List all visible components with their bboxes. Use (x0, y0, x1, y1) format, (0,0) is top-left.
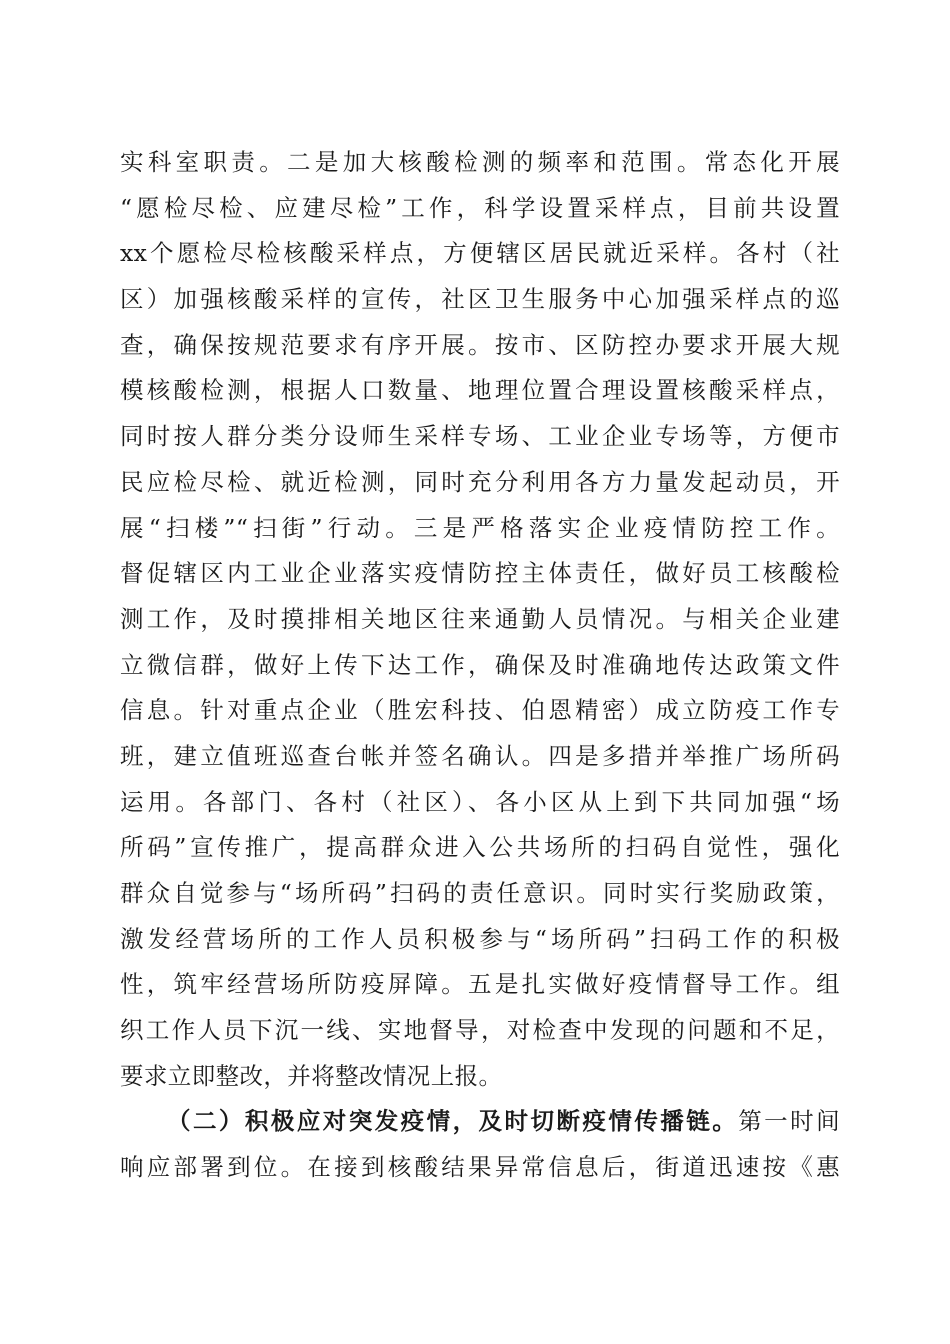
paragraph-line: 实科室职责。二是加大核酸检测的频率和范围。常态化开展 (120, 148, 840, 176)
paragraph-line-rest: 第一时间 (738, 1107, 840, 1136)
section-heading-line (120, 1099, 840, 1145)
paragraph-line: 测工作，及时摸排相关地区往来通勤人员情况。与相关企业建 (120, 604, 840, 633)
document-body (120, 140, 840, 1191)
paragraph-line: 群众自觉参与“场所码”扫码的责任意识。同时实行奖励政策， (120, 879, 840, 907)
paragraph-line: 区）加强核酸采样的宣传，社区卫生服务中心加强采样点的巡 (120, 285, 840, 314)
paragraph-line: 要求立即整改，并将整改情况上报。 (120, 1061, 503, 1090)
paragraph-line: 模核酸检测，根据人口数量、地理位置合理设置核酸采样点， (120, 376, 840, 405)
paragraph-line: xx个愿检尽检核酸采样点，方便辖区居民就近采样。各村（社 (120, 239, 840, 268)
paragraph-line: 查，确保按规范要求有序开展。按市、区防控办要求开展大规 (120, 330, 840, 359)
paragraph-line: 激发经营场所的工作人员积极参与“场所码”扫码工作的积极 (120, 924, 840, 953)
paragraph-2 (120, 1099, 840, 1190)
paragraph-line: 织工作人员下沉一线、实地督导，对检查中发现的问题和不足， (120, 1016, 840, 1045)
paragraph-line: 运用。各部门、各村（社区）、各小区从上到下共同加强“场 (120, 787, 840, 816)
section-heading: （二）积极应对突发疫情，及时切断疫情传播链。 (167, 1107, 739, 1136)
paragraph-line: “愿检尽检、应建尽检”工作，科学设置采样点，目前共设置 (120, 193, 840, 222)
paragraph-line: 立微信群，做好上传下达工作，确保及时准确地传达政策文件 (120, 650, 840, 679)
paragraph-line: 所码”宣传推广，提高群众进入公共场所的扫码自觉性，强化 (120, 833, 840, 862)
paragraph-line: 同时按人群分类分设师生采样专场、工业企业专场等，方便市 (120, 422, 840, 451)
paragraph-1 (120, 140, 840, 1099)
paragraph-line: 信息。针对重点企业（胜宏科技、伯恩精密）成立防疫工作专 (120, 696, 840, 725)
paragraph-line: 民应检尽检、就近检测，同时充分利用各方力量发起动员，开 (120, 467, 840, 496)
paragraph-line: 性，筑牢经营场所防疫屏障。五是扎实做好疫情督导工作。组 (120, 970, 840, 999)
paragraph-line: 班，建立值班巡查台帐并签名确认。四是多措并举推广场所码 (120, 741, 840, 770)
paragraph-line: 响应部署到位。在接到核酸结果异常信息后，街道迅速按《惠 (120, 1153, 840, 1182)
paragraph-line: 展“扫楼”“扫街”行动。三是严格落实企业疫情防控工作。 (120, 513, 840, 542)
paragraph-line: 督促辖区内工业企业落实疫情防控主体责任，做好员工核酸检 (120, 559, 840, 588)
